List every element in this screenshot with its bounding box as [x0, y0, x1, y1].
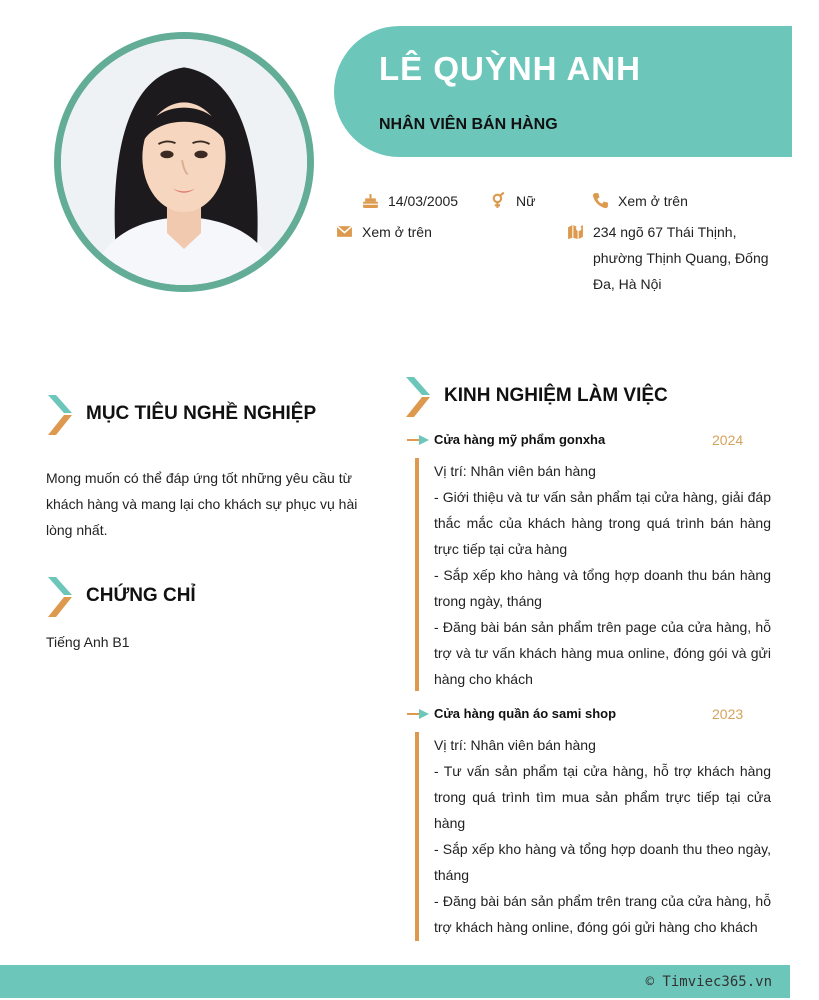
address-value: 234 ngõ 67 Thái Thịnh, phường Thịnh Quang, Đống Đa, Hà Nội [593, 224, 769, 292]
envelope-icon [336, 223, 353, 240]
chevron-icon [48, 395, 74, 437]
job-line: Vị trí: Nhân viên bán hàng [434, 737, 596, 753]
job-line: - Giới thiệu và tư vấn sản phẩm tại cửa hàng, giải đáp thắc mắc của khách hàng trong quá trình bán hàng trực tiếp tại cửa hàng [434, 489, 771, 557]
chevron-icon [406, 377, 432, 419]
job-line: Vị trí: Nhân viên bán hàng [434, 463, 596, 479]
certificates-title: CHỨNG CHỈ [86, 585, 196, 606]
profile-photo [54, 32, 314, 292]
job-line: - Đăng bài bán sản phẩm trên page của cửa hàng, hỗ trợ và tư vấn khách hàng mua online, đóng gói và gửi hàng cho khách [434, 619, 771, 687]
job-company: Cửa hàng quần áo sami shop [434, 706, 617, 721]
job-header [407, 432, 752, 452]
footer-bar [0, 965, 790, 998]
arrow-icon [407, 709, 429, 719]
job-year: 2023 [712, 706, 744, 722]
gender-value: Nữ [516, 193, 536, 209]
phone-value: Xem ở trên [618, 193, 688, 209]
job-line: - Tư vấn sản phẩm tại cửa hàng, hỗ trợ khách hàng trong quá trình tìm mua sản phẩm trực tiếp tại cửa hàng [434, 763, 771, 831]
map-icon [567, 223, 584, 240]
arrow-icon [407, 435, 429, 445]
job-line: - Sắp xếp kho hàng và tổng hợp doanh thu bán hàng trong ngày, tháng [434, 567, 771, 609]
objective-text: Mong muốn có thể đáp ứng tốt những yêu cầu từ khách hàng và mang lại cho khách sự phục vụ hài lòng nhất. [46, 470, 358, 538]
job-details [415, 458, 771, 691]
objective-title: MỤC TIÊU NGHỀ NGHIỆP [86, 403, 317, 424]
email-value: Xem ở trên [362, 224, 432, 240]
gender-icon [490, 192, 507, 209]
job-company: Cửa hàng mỹ phẩm gonxha [434, 432, 606, 447]
candidate-job-title: NHÂN VIÊN BÁN HÀNG [379, 116, 558, 133]
footer-brand: © Timviec365.vn [645, 974, 772, 990]
certificates-text: Tiếng Anh B1 [46, 634, 130, 650]
job-line: - Đăng bài bán sản phẩm trên trang của cửa hàng, hỗ trợ khách hàng online, đóng gói gửi hàng cho khách [434, 893, 771, 935]
job-line: - Sắp xếp kho hàng và tổng hợp doanh thu theo ngày, tháng [434, 841, 771, 883]
name-banner [334, 26, 792, 157]
job-header [407, 706, 752, 726]
candidate-name: LÊ QUỲNH ANH [379, 50, 641, 87]
cake-icon [362, 192, 379, 209]
job-year: 2024 [712, 432, 744, 448]
experience-title: KINH NGHIỆM LÀM VIỆC [444, 385, 668, 406]
portrait-illustration [61, 39, 307, 285]
chevron-icon [48, 577, 74, 619]
phone-icon [592, 192, 609, 209]
birthday-value: 14/03/2005 [388, 193, 459, 209]
job-details [415, 732, 771, 941]
